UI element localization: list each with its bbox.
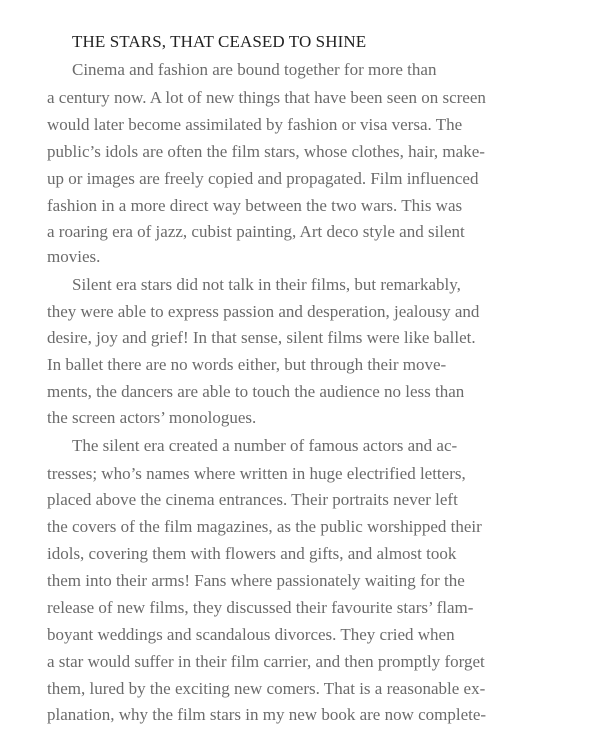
- body-line-23: a star would suffer in their film carrier, and then promptly forget: [47, 652, 485, 671]
- body-line-7: a roaring era of jazz, cubist painting, Art deco style and silent: [47, 222, 465, 241]
- body-line-8: movies.: [47, 247, 101, 266]
- body-line-9: Silent era stars did not talk in their films, but remarkably,: [72, 275, 461, 294]
- body-line-13: ments, the dancers are able to touch the audience no less than: [47, 382, 465, 401]
- chapter-heading: THE STARS, THAT CEASED TO SHINE: [72, 32, 367, 51]
- body-line-5: up or images are freely copied and propagated. Film influenced: [47, 169, 479, 188]
- body-line-21: release of new films, they discussed their favourite stars’ flam-: [47, 598, 474, 617]
- body-line-18: the covers of the film magazines, as the public worshipped their: [47, 517, 482, 536]
- body-line-6: fashion in a more direct way between the two wars. This was: [47, 196, 463, 215]
- body-line-15: The silent era created a number of famous actors and ac-: [72, 436, 458, 455]
- body-line-2: a century now. A lot of new things that have been seen on screen: [47, 88, 486, 107]
- body-line-10: they were able to express passion and desperation, jealousy and: [47, 302, 480, 321]
- body-line-20: them into their arms! Fans where passionately waiting for the: [47, 571, 465, 590]
- body-line-14: the screen actors’ monologues.: [47, 408, 257, 427]
- body-line-1: Cinema and fashion are bound together for more than: [72, 60, 437, 79]
- body-line-3: would later become assimilated by fashion or visa versa. The: [47, 115, 463, 134]
- body-line-12: In ballet there are no words either, but through their move-: [47, 355, 447, 374]
- body-line-25: planation, why the film stars in my new book are now complete-: [47, 705, 487, 724]
- body-line-16: tresses; who’s names where written in huge electrified letters,: [47, 464, 466, 483]
- body-line-22: boyant weddings and scandalous divorces. They cried when: [47, 625, 455, 644]
- body-line-19: idols, covering them with flowers and gifts, and almost took: [47, 544, 457, 563]
- body-line-24: them, lured by the exciting new comers. That is a reasonable ex-: [47, 679, 486, 698]
- body-line-11: desire, joy and grief! In that sense, silent films were like ballet.: [47, 328, 476, 347]
- body-line-17: placed above the cinema entrances. Their portraits never left: [47, 490, 458, 509]
- body-line-4: public’s idols are often the film stars, whose clothes, hair, make-: [47, 142, 485, 161]
